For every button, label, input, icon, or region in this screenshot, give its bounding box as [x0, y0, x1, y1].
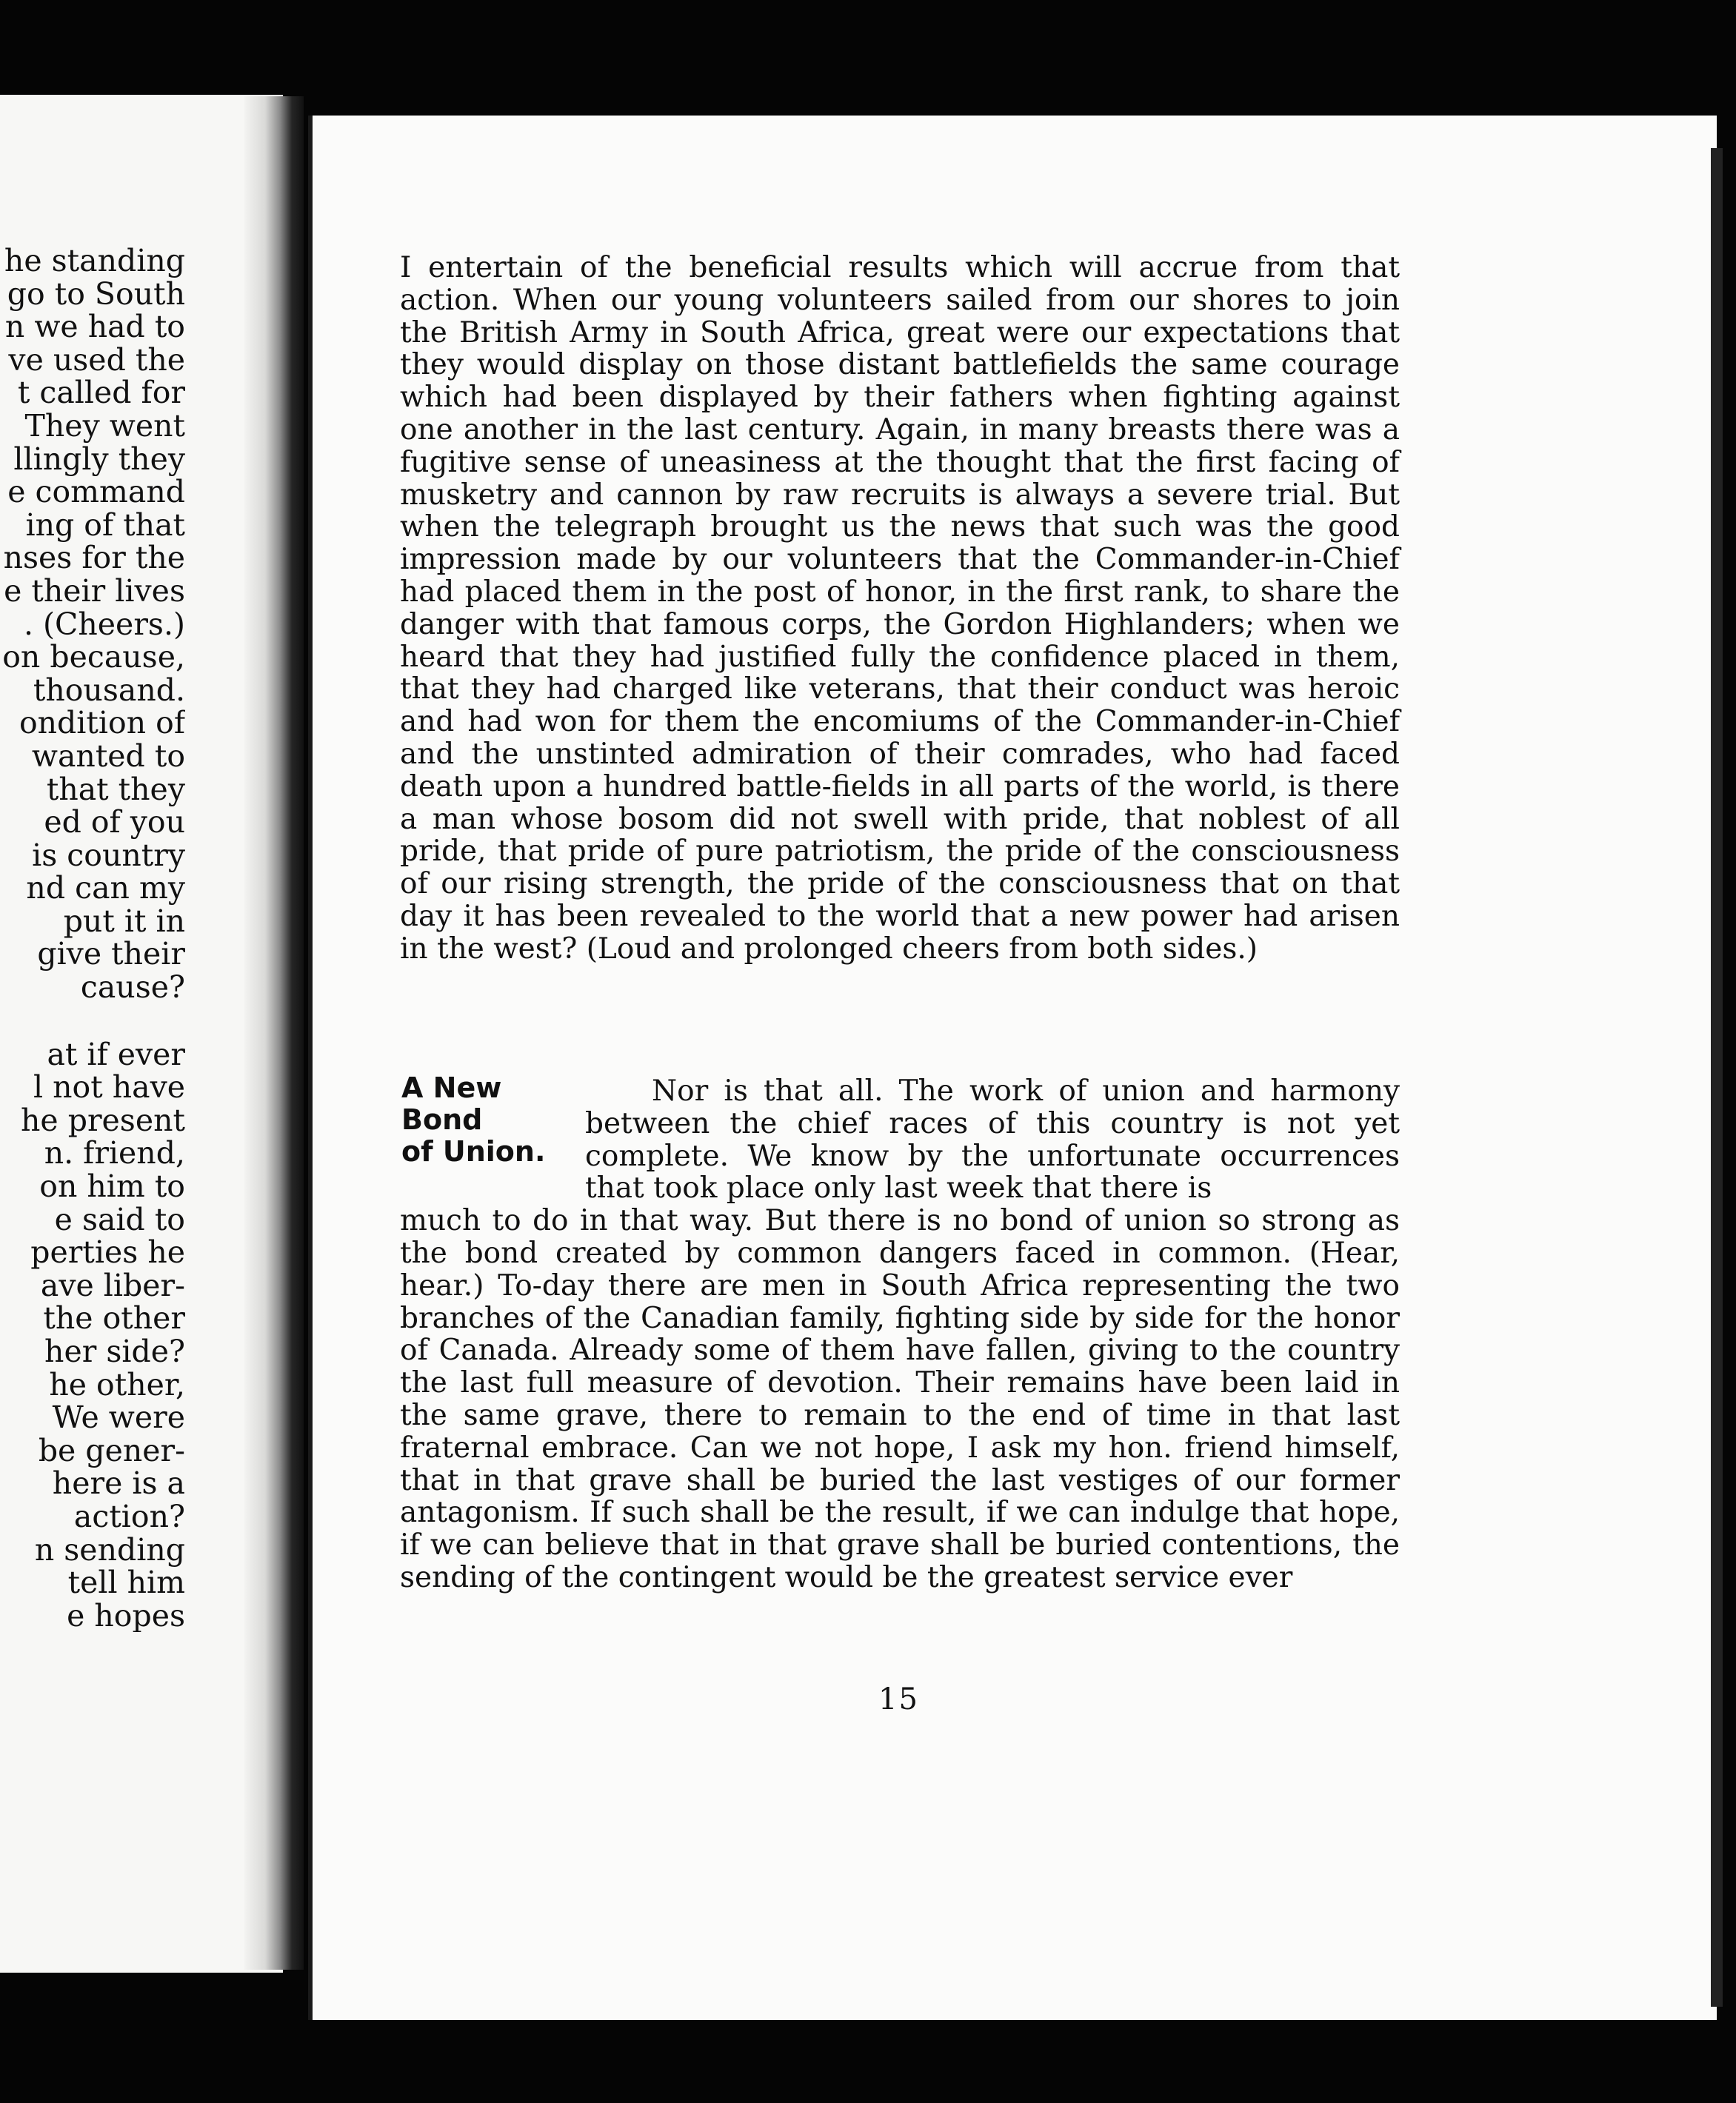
sidenote-line: of Union. — [401, 1135, 546, 1168]
paragraph-2-rest: much to do in that way. But there is no bond of union so strong as the bond created by common dangers faced in common. (Hear, hear.) To-day there are men in South Africa representing the two branches of the Canadian family, fighting side by side for the honor of Canada. Already some of them have fallen, giving to the country the last full measure of devotion. Their remains have been laid in the same grave, there to remain to the end of time in that last fraternal embrace. Can we not hope, I ask my hon. friend himself, that in that grave shall be buried the last vestiges of our former antagonism. If such shall be the result, if we can indulge that hope, if we can believe that in that grave shall be buried contentions, the sending of the contingent would be the greatest service ever — [400, 1204, 1400, 1594]
left-page-line: . (Cheers.) — [23, 606, 185, 642]
left-page-line: is country — [32, 837, 185, 873]
page-edge-shadow — [1711, 148, 1723, 2007]
left-page-line: her side? — [44, 1334, 185, 1369]
left-page-line: They went — [24, 407, 185, 444]
paragraph-1: I entertain of the beneficial results which will accrue from that action. When our young volunteers sailed from our shores to join the British Army in South Africa, great were our expectations that they would display on those distant battlefields the same courage which had been displayed by their fathers when fighting against one another in the last century. Again, in many breasts there was a fugitive sense of uneasiness at the thought that the first facing of musketry and cannon by raw recruits is always a severe trial. But when the telegraph brought us the news that such was the good impression made by our volunteers that the Commander-in-Chief had placed them in the post of honor, in the first rank, to share the danger with that famous corps, the Gordon Highlanders; when we heard that they had justified fully the confidence placed in them, that they had charged like veterans, that their conduct was heroic and had won for them the encomiums of the Commander-in-Chief and the unstinted admiration of their comrades, who had faced death upon a hundred battle-fields in all parts of the world, is there a man whose bosom did not swell with pride, that noblest of all pride, that pride of pure patriotism, the pride of the consciousness of our rising strength, the pride of the consciousness that on that day it has been revealed to the world that a new power had arisen in the west? (Loud and prolonged cheers from both sides.) — [400, 251, 1400, 966]
left-page-line: he other, — [49, 1366, 185, 1402]
left-page-line: e command — [7, 474, 185, 510]
sidenote-line: Bond — [401, 1103, 483, 1136]
left-page-line: put it in — [63, 903, 185, 939]
left-page-line: llingly they — [13, 441, 185, 477]
left-page-line: nd can my — [26, 870, 185, 906]
left-page-line: perties he — [30, 1234, 185, 1271]
left-page-line: ave liber- — [40, 1267, 185, 1303]
left-page-line: n. friend, — [44, 1135, 185, 1171]
left-page-line: that they — [46, 771, 185, 807]
left-page-line: e said to — [54, 1201, 185, 1237]
left-page-line: give their — [37, 936, 185, 972]
left-page-line: go to South — [7, 275, 185, 312]
left-page-line: he standing — [4, 244, 185, 278]
left-page-line: at if ever — [47, 1036, 185, 1072]
left-page-line: tell him — [67, 1565, 185, 1601]
left-page-line: here is a — [52, 1465, 185, 1502]
left-page-line: action? — [73, 1498, 185, 1534]
paragraph-2-indented: Nor is that all. The work of union and harmony between the chief races of this country is not yet complete. We know by the unfortunate occurrences that took place only last week that there is — [585, 1074, 1400, 1206]
left-page-line: he present — [21, 1102, 185, 1138]
left-page-line: n we had to — [4, 309, 185, 345]
left-page-line: ed of you — [44, 804, 185, 840]
book-gutter — [244, 96, 304, 1970]
left-page-line: ve used the — [8, 341, 185, 378]
left-page-text — [0, 244, 185, 1632]
sidenote-line: A New — [401, 1071, 502, 1104]
paragraph-2 — [400, 1075, 1400, 1594]
left-page-line: n sending — [34, 1531, 185, 1568]
left-page-line: l not have — [33, 1069, 185, 1106]
left-page-line: thousand. — [33, 672, 185, 708]
left-page-line: We were — [52, 1400, 185, 1436]
left-page-line: on him to — [39, 1168, 185, 1205]
left-page-line: be gener- — [38, 1432, 185, 1468]
left-page-line: the other — [43, 1300, 185, 1337]
left-page-line: e hopes — [67, 1597, 185, 1633]
left-page-line: e their lives — [4, 572, 185, 609]
left-page-line: t called for — [17, 375, 185, 411]
left-page-line: cause? — [80, 969, 185, 1006]
left-page-line: ing of that — [25, 506, 185, 543]
left-page-line: on because, — [2, 639, 185, 675]
left-page-line — [0, 1004, 185, 1038]
left-page-line: nses for the — [3, 540, 185, 576]
page-number: 15 — [878, 1682, 919, 1716]
left-page-line: wanted to — [31, 738, 185, 774]
main-text-block — [400, 252, 1400, 966]
left-page-line: ondition of — [19, 705, 185, 741]
